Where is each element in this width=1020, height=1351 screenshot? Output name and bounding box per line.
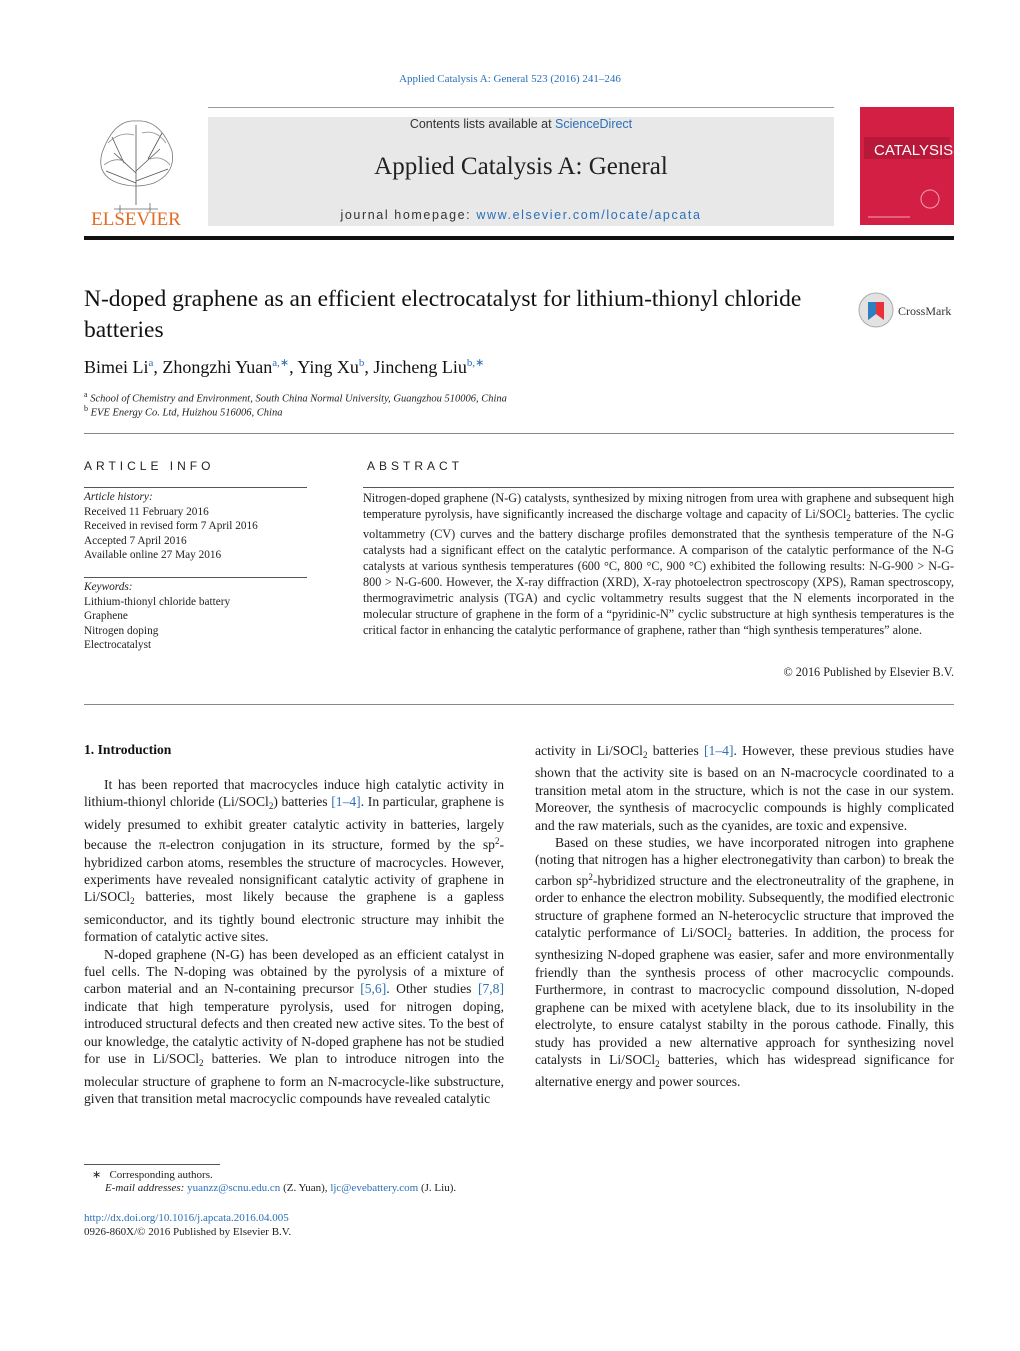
journal-citation[interactable]: Applied Catalysis A: General 523 (2016) 241–246 (399, 73, 621, 85)
history-online: Available online 27 May 2016 (84, 549, 222, 561)
paragraph: activity in Li/SOCl$_2$ batteries [1–4]. However, these previous studies have shown that the activity site is based on an N-macrocycle coordinated to a transition metal atom in the structure, which is not the case in our system. Moreover, the synthesis of macrocyclic compounds is highly complicated and the raw materials, such as the cyanides, are toxic and expensive. (535, 743, 955, 833)
affiliation-a: $^a$ School of Chemistry and Environment, South China Normal University, Guangzhou 510006, China (84, 390, 507, 405)
abstract-copyright: © 2016 Published by Elsevier B.V. (783, 665, 954, 679)
abstract-rule (363, 487, 954, 488)
paragraph: It has been reported that macrocycles induce high catalytic activity in lithium-thionyl chloride (Li/SOCl$_2$) batteries [1–4]. In particular, graphene is widely presumed to exhibit greater catalytic activity in batteries, largely because the π-electron conjugation in its structure, formed by the $sp^2$-hybridized carbon atoms, resembles the structure of macrocycles. However, experiments have revealed nonsignificant catalytic activity of graphene in Li/SOCl$_2$ batteries, most likely because the graphene is a gapless semiconductor, and its tightly bound electronic structure may inhibit the formation of catalytic active sites. (84, 777, 504, 945)
crossmark-badge[interactable] (858, 290, 958, 330)
elsevier-wordmark: ELSEVIER (91, 209, 181, 229)
journal-homepage: journal homepage: www.elsevier.com/locate/apcata (340, 208, 702, 222)
keywords-label: Keywords: (84, 581, 133, 593)
keyword: Graphene (84, 610, 128, 622)
author: Jincheng Liu (373, 357, 467, 377)
paragraph: N-doped graphene (N-G) has been developed as an efficient catalyst in fuel cells. The N-doping was obtained by the pyrolysis of a mixture of carbon material and an N-containing precursor [5,6]. Other studies [7,8] indicate that high temperature pyrolysis, used for nitrogen doping, introduced structural defects and then created new active sites. To the best of our knowledge, the catalytic activity of N-doped graphene has not be studied for use in Li/SOCl$_2$ batteries. We plan to introduce nitrogen into the molecular structure of graphene to form an N-macrocycle-like substructure, given that transition metal macrocyclic compounds have revealed catalytic (84, 946, 504, 1106)
author-list: Bimei Li$^a$, Zhongzhi Yuan$^{a,∗}$, Ying Xu$^b$, Jincheng Liu$^{b,∗}$ (84, 357, 485, 377)
author: Zhongzhi Yuan (162, 357, 273, 377)
history-label: Article history: (84, 491, 153, 503)
section-heading: 1. Introduction (84, 742, 172, 757)
history-received: Received 11 February 2016 (84, 505, 209, 518)
contents-line: Contents lists available at ScienceDirect (409, 117, 633, 131)
doi-link[interactable]: http://dx.doi.org/10.1016/j.apcata.2016.04.005 (84, 1212, 289, 1224)
info-rule (84, 577, 307, 578)
elsevier-logo[interactable] (84, 113, 188, 229)
email-link[interactable]: yuanzz@scnu.edu.cn (187, 1182, 281, 1194)
section-rule (84, 704, 954, 705)
history-revised: Received in revised form 7 April 2016 (84, 520, 258, 532)
journal-banner (208, 117, 834, 226)
journal-cover-image[interactable] (860, 107, 954, 225)
homepage-link[interactable]: www.elsevier.com/locate/apcata (476, 208, 702, 222)
history-accepted: Accepted 7 April 2016 (84, 534, 187, 547)
section-rule (84, 433, 954, 434)
header-rule (208, 107, 834, 108)
abstract-text: Nitrogen-doped graphene (N-G) catalysts, synthesized by mixing nitrogen from urea with graphene and subsequent high temperature pyrolysis, have significantly increased the discharge voltage and capacity of Li/SOCl$_2$ batteries. The cyclic voltammetry (CV) curves and the battery discharge profiles demonstrated that the synthesis temperature of the N-G catalysts had a significant effect on the catalytic performance. A comparison of the catalytic performance of the N-G catalysts at various synthesis temperatures (600 °C, 800 °C, 900 °C) exhibited the following results: N-G-900 > N-G-800 > N-G-600. However, the X-ray diffraction (XRD), X-ray photoelectron spectroscopy (XPS), Raman spectroscopy, thermogravimetric analysis (TGA) and cyclic voltammetry results suggest that the N elements incorporated in the molecular structure of graphene in the form of a “pyridinic-N” cyclic substructure at high synthesis temperatures is the critical factor in enhancing the catalytic performance of graphene, rather than “high synthesis temperatures” alone. (363, 491, 954, 637)
journal-title: Applied Catalysis A: General (374, 153, 668, 180)
footnote-rule (84, 1164, 220, 1165)
header-thick-rule (84, 236, 954, 240)
keyword: Lithium-thionyl chloride battery (84, 595, 231, 608)
keywords (84, 580, 307, 653)
info-rule (84, 487, 307, 488)
keyword: Nitrogen doping (84, 624, 159, 637)
article-history (84, 490, 307, 563)
affiliation-b: $^b$ EVE Energy Co. Ltd, Huizhou 516006, China (84, 404, 283, 419)
footnote-corresponding: ∗ Corresponding authors. (92, 1169, 213, 1181)
reference-link[interactable]: [1–4] (331, 794, 361, 810)
body-column-left (84, 776, 504, 1107)
body-column-right (535, 742, 954, 1091)
paragraph: Based on these studies, we have incorporated nitrogen into graphene (noting that nitrogen has a higher electronegativity than carbon) to break the carbon $sp^2$-hybridized structure and the electroneutrality of the graphene, in order to enhance the electron mobility. Subsequently, the modified electronic structure of graphene formed an N-heterocyclic structure that improved the catalytic performance of Li/SOCl$_2$ batteries. In addition, the process for synthesizing N-doped graphene was easier, safer and more environmentally friendly than the synthesis process of other macrocyclic compounds. Furthermore, in contrast to macrocyclic compound dissolution, N-doped graphene can be mixed with acetylene black, due to its insolubility in the electrolyte, to ensure catalyst stabilty in the porous cathode. Finally, this study has provided a new alternative approach for synthesizing novel catalysts in Li/SOCl$_2$ batteries, which has widespread significance for alternative energy and power sources. (535, 835, 954, 1090)
cover-title: CATALYSIS (874, 142, 954, 159)
crossmark-label: CrossMark (898, 304, 952, 318)
reference-link[interactable]: [5,6] (360, 981, 387, 997)
keyword: Electrocatalyst (84, 639, 152, 651)
reference-link[interactable]: [7,8] (477, 981, 504, 997)
author: Bimei Li (84, 357, 149, 377)
sciencedirect-link[interactable]: ScienceDirect (555, 117, 633, 131)
reference-link[interactable]: [1–4] (704, 743, 734, 758)
footnote-emails: E-mail addresses: yuanzz@scnu.edu.cn (Z. Yuan), ljc@evebattery.com (J. Liu). (105, 1182, 457, 1194)
abstract-heading: ABSTRACT (367, 459, 464, 473)
author: Ying Xu (297, 357, 359, 377)
article-info-heading: ARTICLE INFO (84, 459, 215, 473)
email-link[interactable]: ljc@evebattery.com (330, 1182, 419, 1194)
article-title: N-doped graphene as an efficient electrocatalyst for lithium-thionyl chloride batteries (84, 286, 802, 343)
issn-line: 0926-860X/© 2016 Published by Elsevier B.V. (84, 1226, 292, 1238)
